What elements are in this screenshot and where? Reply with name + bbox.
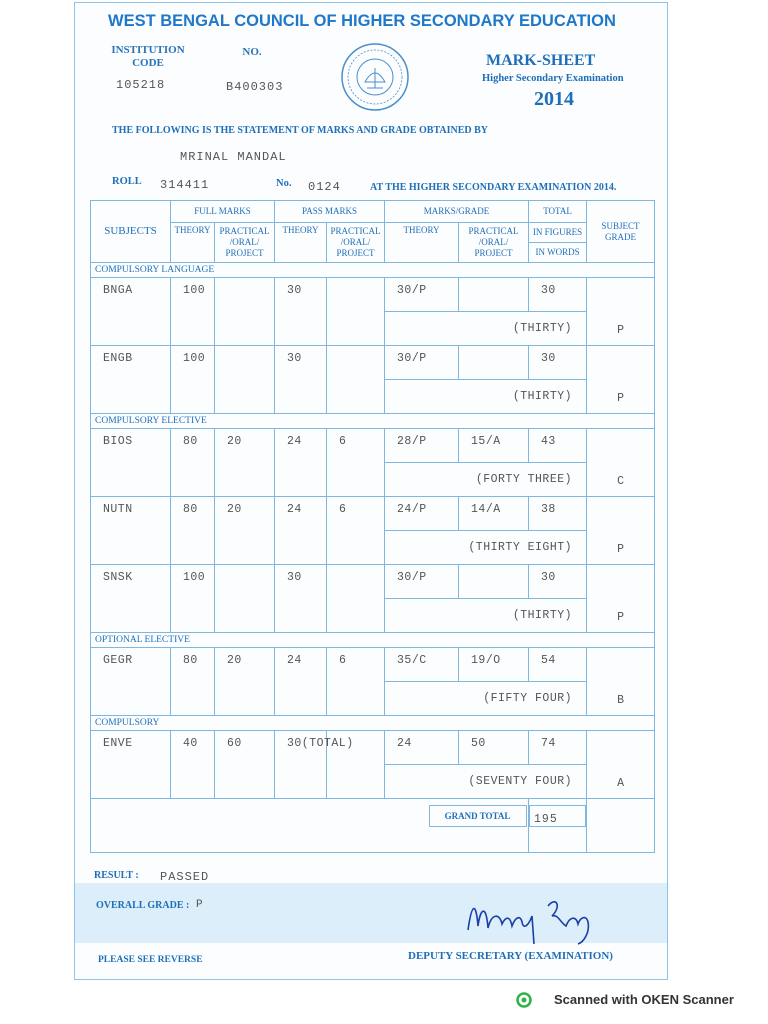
subject-grade-cell: P [587,565,655,633]
in-figures-header: IN FIGURES [529,223,587,243]
marks-theory-cell: 24 [385,731,459,765]
pass-theory-header: THEORY [275,223,327,263]
section-row [91,263,655,278]
subject-grade-header: SUBJECT GRADE [587,201,655,263]
subject-row [91,429,655,463]
result-value: PASSED [160,870,210,884]
full-theory-cell: 80 [171,497,215,565]
result-label: RESULT : [94,870,139,881]
full-practical-cell [215,346,275,414]
total-figures-cell: 54 [529,648,587,682]
pass-theory-cell: 24 [275,429,327,497]
marks-table [90,200,655,853]
total-words-cell: (THIRTY) [385,312,587,346]
marks-practical-cell [459,278,529,312]
section-label: COMPULSORY LANGUAGE [91,263,655,278]
grand-total-label: GRAND TOTAL [429,805,527,827]
roll-label: ROLL [112,176,142,187]
signatory-title: DEPUTY SECRETARY (EXAMINATION) [408,950,613,962]
marks-grade-header: MARKS/GRADE [385,201,529,223]
full-theory-cell: 40 [171,731,215,799]
marks-practical-cell: 15/A [459,429,529,463]
full-theory-header: THEORY [171,223,215,263]
subject-code: BNGA [91,278,171,346]
total-figures-cell: 30 [529,565,587,599]
grand-total-row [91,799,655,853]
pass-practical-cell: 6 [327,648,385,716]
marksheet-title: MARK-SHEET [486,52,596,69]
scanner-label: Scanned with OKEN Scanner [554,992,734,1007]
total-words-cell: (FORTY THREE) [385,463,587,497]
marks-practical-cell [459,565,529,599]
subject-grade-cell: C [587,429,655,497]
overall-grade-label: OVERALL GRADE : [96,900,190,911]
full-marks-header: FULL MARKS [171,201,275,223]
subject-code: ENVE [91,731,171,799]
subject-code: ENGB [91,346,171,414]
pass-theory-cell: 30 [275,278,327,346]
section-label: OPTIONAL ELECTIVE [91,633,655,648]
roll-no-value: 0124 [308,180,341,194]
total-words-cell: (THIRTY EIGHT) [385,531,587,565]
section-label: COMPULSORY [91,716,655,731]
pass-practical-cell: 6 [327,497,385,565]
subject-row [91,565,655,599]
subject-grade-cell: P [587,346,655,414]
subject-grade-cell: A [587,731,655,799]
section-label: COMPULSORY ELECTIVE [91,414,655,429]
marks-practical-cell [459,346,529,380]
full-practical-cell: 60 [215,731,275,799]
full-theory-cell: 80 [171,429,215,497]
grand-total-value: 195 [529,805,586,827]
pass-theory-cell: 24 [275,648,327,716]
in-words-header: IN WORDS [529,243,587,263]
student-name: MRINAL MANDAL [180,150,287,164]
subject-grade-cell: P [587,278,655,346]
total-header: TOTAL [529,201,587,223]
subjects-header: SUBJECTS [91,201,171,263]
marks-theory-cell: 24/P [385,497,459,531]
marks-body [91,263,655,799]
total-figures-cell: 30 [529,346,587,380]
marks-theory-cell: 35/C [385,648,459,682]
marks-theory-cell: 30/P [385,346,459,380]
overall-grade-value: P [196,899,204,911]
total-words-cell: (FIFTY FOUR) [385,682,587,716]
exam-line: AT THE HIGHER SECONDARY EXAMINATION 2014. [370,182,617,193]
pass-practical-cell [327,278,385,346]
subject-row [91,346,655,380]
pass-theory-cell: 30 [275,565,327,633]
subject-row [91,278,655,312]
signature-icon [460,892,610,952]
section-row [91,716,655,731]
roll-no-label: No. [276,178,292,189]
marks-theory-cell: 28/P [385,429,459,463]
pass-practical-cell: 6 [327,429,385,497]
subject-code: SNSK [91,565,171,633]
marks-practical-cell: 19/O [459,648,529,682]
institution-code-label: INSTITUTION CODE [111,44,185,69]
marks-practical-cell: 50 [459,731,529,765]
no-value: B400303 [226,80,284,94]
council-seal-icon [340,42,410,112]
section-row [91,414,655,429]
full-theory-cell: 100 [171,565,215,633]
no-label: NO. [242,46,262,58]
subject-code: GEGR [91,648,171,716]
pass-practical-header: PRACTICAL /ORAL/ PROJECT [327,223,385,263]
roll-value: 314411 [160,178,210,192]
pass-theory-cell: 30(TOTAL) [275,731,327,799]
section-row [91,633,655,648]
full-practical-cell: 20 [215,429,275,497]
pass-theory-cell: 24 [275,497,327,565]
subject-row [91,731,655,765]
full-practical-cell [215,278,275,346]
total-words-cell: (THIRTY) [385,380,587,414]
full-practical-cell: 20 [215,648,275,716]
subject-code: BIOS [91,429,171,497]
full-theory-cell: 100 [171,278,215,346]
total-words-cell: (THIRTY) [385,599,587,633]
full-practical-cell: 20 [215,497,275,565]
total-figures-cell: 38 [529,497,587,531]
subject-row [91,497,655,531]
institution-code-value: 105218 [116,78,166,92]
total-figures-cell: 43 [529,429,587,463]
total-figures-cell: 74 [529,731,587,765]
total-figures-cell: 30 [529,278,587,312]
full-practical-cell [215,565,275,633]
marks-practical-cell: 14/A [459,497,529,531]
subject-code: NUTN [91,497,171,565]
total-words-cell: (SEVENTY FOUR) [385,765,587,799]
exam-name: Higher Secondary Examination [482,73,624,84]
pass-marks-header: PASS MARKS [275,201,385,223]
pass-practical-cell [327,346,385,414]
full-theory-cell: 100 [171,346,215,414]
marks-theory-cell: 30/P [385,565,459,599]
subject-row [91,648,655,682]
marks-practical-header: PRACTICAL /ORAL/ PROJECT [459,223,529,263]
council-title: WEST BENGAL COUNCIL OF HIGHER SECONDARY EDUCATION [108,12,616,30]
pass-theory-cell: 30 [275,346,327,414]
marks-theory-header: THEORY [385,223,459,263]
exam-year: 2014 [534,88,574,110]
full-theory-cell: 80 [171,648,215,716]
full-practical-header: PRACTICAL /ORAL/ PROJECT [215,223,275,263]
subject-grade-cell: P [587,497,655,565]
statement-line: THE FOLLOWING IS THE STATEMENT OF MARKS AND GRADE OBTAINED BY [112,125,488,136]
please-see-reverse: PLEASE SEE REVERSE [98,955,203,965]
marks-theory-cell: 30/P [385,278,459,312]
subject-grade-cell: B [587,648,655,716]
scanner-logo-icon [516,992,538,1008]
pass-practical-cell [327,565,385,633]
